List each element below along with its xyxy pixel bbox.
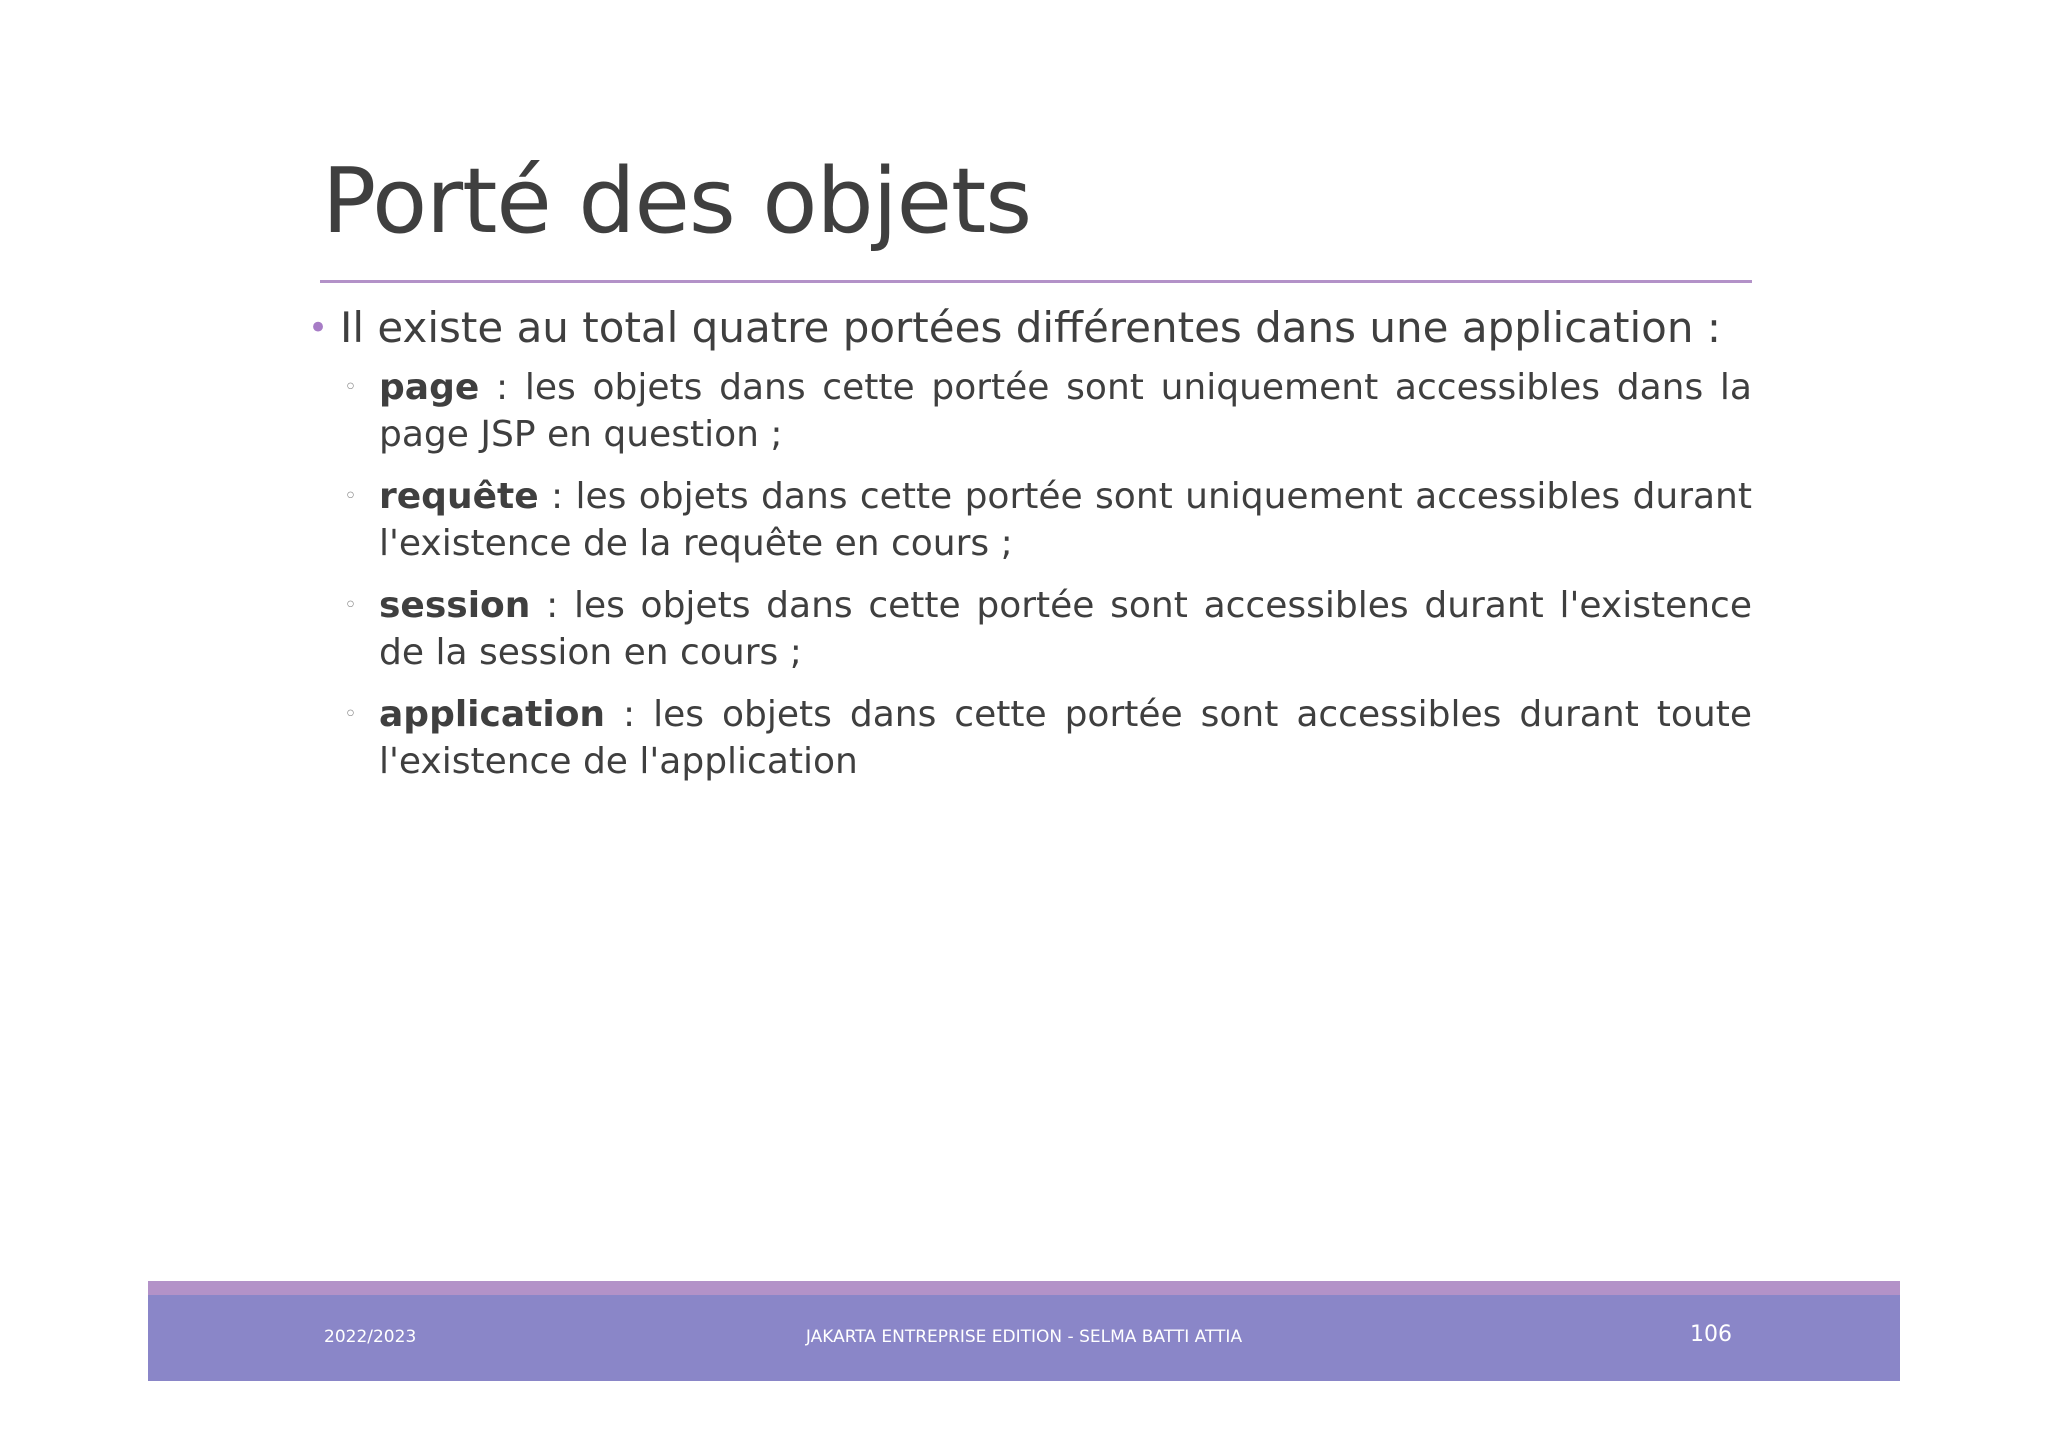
scope-description-page: : les objets dans cette portée sont uniquement accessibles dans la page JSP en question ; — [379, 367, 1752, 455]
intro-text: Il existe au total quatre portées différentes dans une application : — [340, 303, 1721, 352]
list-item — [300, 691, 1752, 785]
scope-term-page: page — [379, 367, 480, 408]
slide-content — [300, 298, 1752, 800]
scope-term-session: session — [379, 585, 531, 626]
slide-title: Porté des objets — [322, 149, 1032, 254]
scope-list — [300, 364, 1752, 785]
scope-description-application: : les objets dans cette portée sont accessibles durant toute l'existence de l'application — [379, 694, 1752, 782]
list-item — [300, 473, 1752, 567]
main-bullet-item — [300, 298, 1752, 358]
hollow-bullet-icon: ◦ — [344, 484, 357, 509]
scope-description-session: : les objets dans cette portée sont accessibles durant l'existence de la session en cours ; — [379, 585, 1752, 673]
title-divider — [320, 280, 1752, 283]
page-number: 106 — [1690, 1322, 1732, 1347]
hollow-bullet-icon: ◦ — [344, 702, 357, 727]
scope-term-application: application — [379, 694, 606, 735]
list-item — [300, 582, 1752, 676]
bullet-dot-icon: • — [308, 308, 329, 348]
hollow-bullet-icon: ◦ — [344, 375, 357, 400]
footer-bar — [148, 1295, 1900, 1381]
footer-accent-stripe — [148, 1281, 1900, 1295]
scope-description-request: : les objets dans cette portée sont uniquement accessibles durant l'existence de la requête en cours ; — [379, 476, 1752, 564]
footer-date: 2022/2023 — [324, 1327, 417, 1347]
hollow-bullet-icon: ◦ — [344, 593, 357, 618]
list-item — [300, 364, 1752, 458]
scope-term-request: requête — [379, 476, 539, 517]
footer-course-title: JAKARTA ENTREPRISE EDITION - SELMA BATTI ATTIA — [805, 1327, 1243, 1347]
